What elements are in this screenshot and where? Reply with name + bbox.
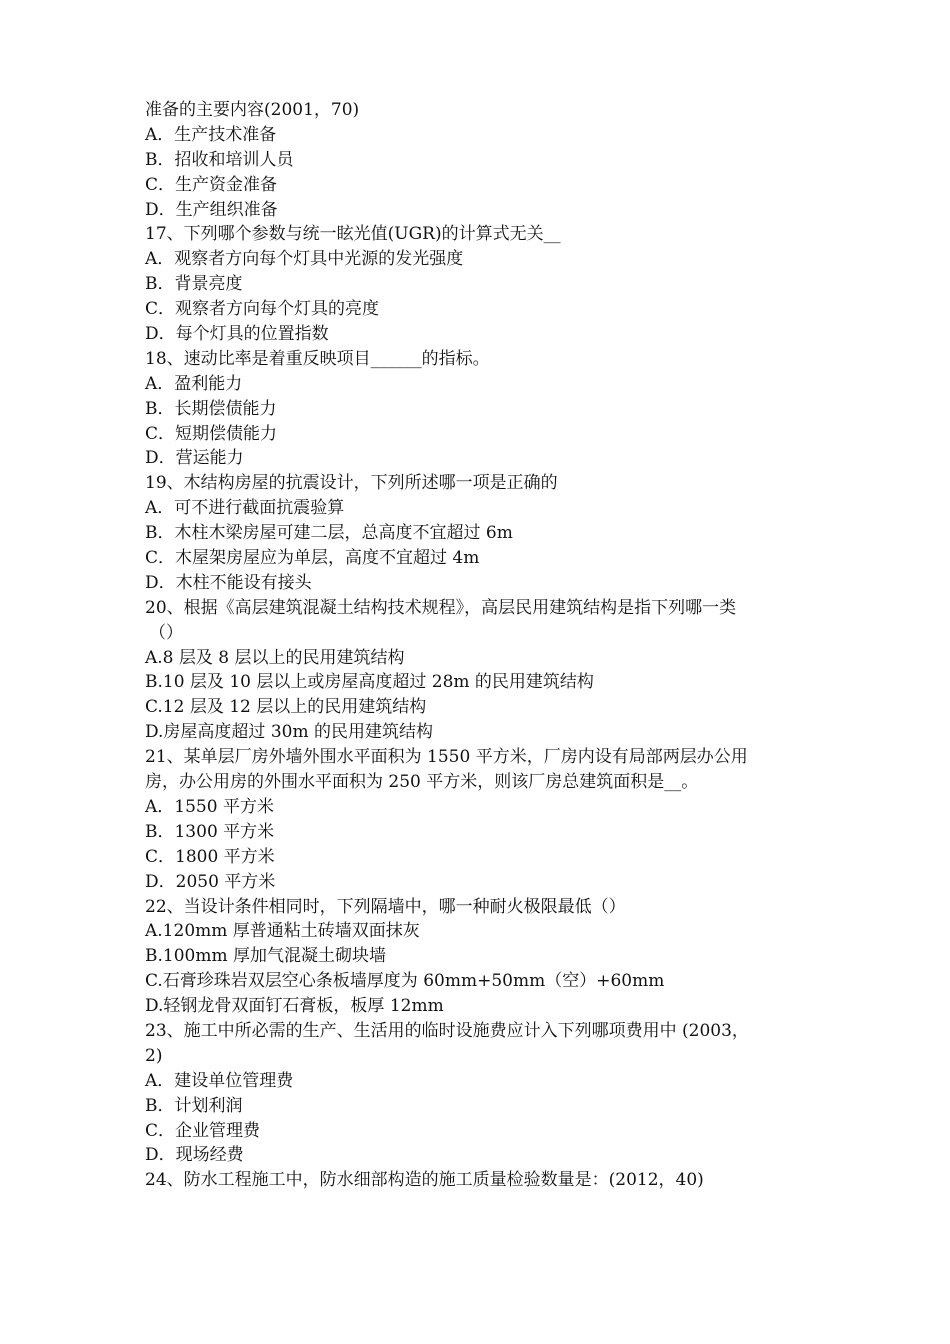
option-a: A．1550 平方米 — [145, 796, 274, 817]
option-c: C．观察者方向每个灯具的亮度 — [145, 299, 380, 320]
question-20-continued: （） — [149, 622, 183, 643]
option-d: D．2050 平方米 — [145, 871, 276, 892]
option-a: A．建设单位管理费 — [145, 1070, 294, 1091]
option-a: A.8 层及 8 层以上的民用建筑结构 — [145, 647, 405, 668]
option-d: D．现场经费 — [145, 1145, 244, 1166]
option-b: B．1300 平方米 — [145, 821, 275, 842]
option-d: D．木柱不能设有接头 — [145, 572, 312, 593]
question-20: 20、根据《高层建筑混凝土结构技术规程》，高层民用建筑结构是指下列哪一类 — [145, 597, 737, 618]
question-18: 18、速动比率是着重反映项目______的指标。 — [145, 348, 490, 369]
option-b: B．计划利润 — [145, 1095, 243, 1116]
question-24: 24、防水工程施工中，防水细部构造的施工质量检验数量是：(2012，40) — [145, 1170, 704, 1191]
option-a: A．盈利能力 — [145, 373, 243, 394]
option-b: B．木柱木梁房屋可建二层，总高度不宜超过 6m — [145, 523, 513, 544]
question-19: 19、木结构房屋的抗震设计，下列所述哪一项是正确的 — [145, 473, 558, 494]
question-21: 21、某单层厂房外墙外围水平面积为 1550 平方米，厂房内设有局部两层办公用 — [145, 747, 748, 768]
document-body — [145, 98, 825, 1193]
option-d: D．营运能力 — [145, 448, 244, 469]
question-23: 23、施工中所必需的生产、生活用的临时设施费应计入下列哪项费用中 (2003， — [145, 1020, 749, 1041]
question-23-continued: 2) — [145, 1045, 163, 1066]
option-c: C．短期偿债能力 — [145, 423, 278, 444]
option-b: B.10 层及 10 层以上或房屋高度超过 28m 的民用建筑结构 — [145, 672, 594, 693]
option-c: C．生产资金准备 — [145, 174, 278, 195]
option-c: C.石膏珍珠岩双层空心条板墙厚度为 60mm+50mm（空）+60mm — [145, 971, 665, 992]
option-a: A．生产技术准备 — [145, 124, 277, 145]
option-c: C．1800 平方米 — [145, 846, 275, 867]
option-a: A．观察者方向每个灯具中光源的发光强度 — [145, 249, 464, 270]
option-b: B．长期偿债能力 — [145, 398, 277, 419]
option-b: B.100mm 厚加气混凝土砌块墙 — [145, 946, 386, 967]
option-d: D.房屋高度超过 30m 的民用建筑结构 — [145, 722, 433, 743]
option-b: B．背景亮度 — [145, 274, 243, 295]
option-c: C．木屋架房屋应为单层，高度不宜超过 4m — [145, 548, 480, 569]
text-line: 准备的主要内容(2001，70) — [145, 100, 360, 120]
option-d: D．每个灯具的位置指数 — [145, 324, 329, 345]
option-b: B．招收和培训人员 — [145, 149, 294, 170]
option-d: D．生产组织准备 — [145, 199, 278, 220]
question-22: 22、当设计条件相同时，下列隔墙中，哪一种耐火极限最低（） — [145, 896, 626, 917]
option-c: C．企业管理费 — [145, 1120, 261, 1141]
option-d: D.轻钢龙骨双面钉石膏板，板厚 12mm — [145, 996, 444, 1017]
option-c: C.12 层及 12 层以上的民用建筑结构 — [145, 697, 427, 718]
question-17: 17、下列哪个参数与统一眩光值(UGR)的计算式无关__ — [145, 224, 561, 245]
option-a: A．可不进行截面抗震验算 — [145, 498, 345, 519]
question-21-continued: 房，办公用房的外围水平面积为 250 平方米，则该厂房总建筑面积是__。 — [145, 772, 699, 793]
option-a: A.120mm 厚普通粘土砖墙双面抹灰 — [145, 921, 420, 942]
